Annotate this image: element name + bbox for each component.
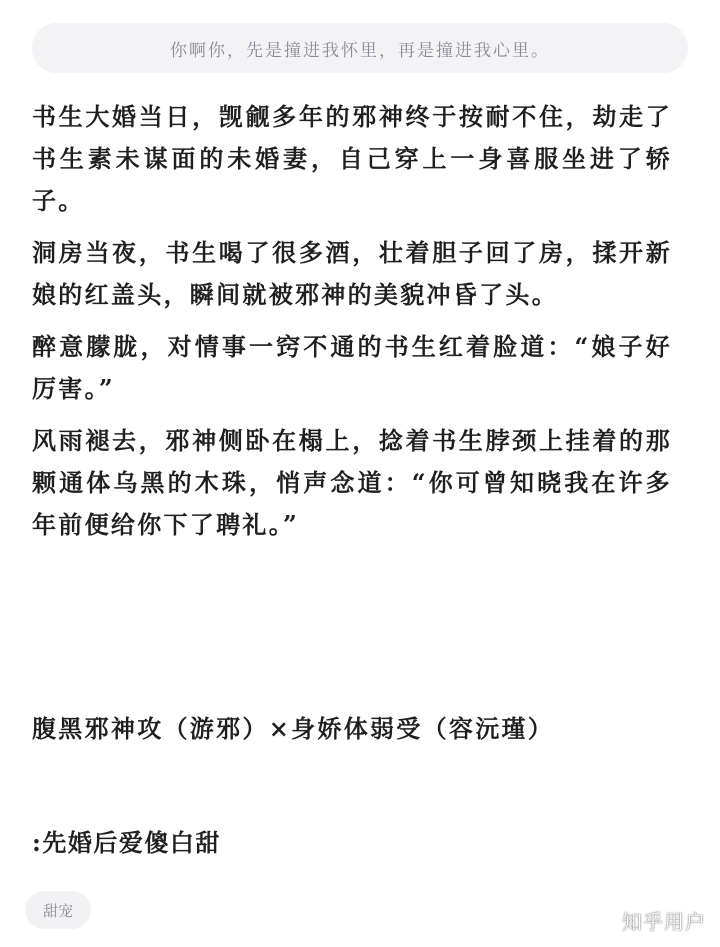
story-body [32,96,672,556]
story-paragraph-1: 书生大婚当日，觊觎多年的邪神终于按耐不住，劫走了书生素未谋面的未婚妻，自己穿上一身喜服坐进了轿子。 [32,102,672,215]
watermark: 知乎用户 [622,910,706,934]
quote-banner [32,23,688,73]
tag-chip[interactable] [25,891,91,929]
story-paragraph-2: 洞房当夜，书生喝了很多酒，壮着胆子回了房，揉开新娘的红盖头，瞬间就被邪神的美貌冲昏了头。 [32,238,672,309]
story-paragraph-3: 醉意朦胧，对情事一窍不通的书生红着脸道：“娘子好厉害。” [32,332,672,403]
story-paragraph-4: 风雨褪去，邪神侧卧在榻上，捻着书生脖颈上挂着的那颗通体乌黑的木珠，悄声念道：“你可曾知晓我在许多年前便给你下了聘礼。” [32,426,672,539]
pairing-line: 腹黑邪神攻（游邪）×身娇体弱受（容沅瑾） [32,714,555,743]
genre-line: :先婚后爱傻白甜 [32,828,221,857]
tag-label: 甜宠 [43,901,74,920]
quote-text: 你啊你，先是撞进我怀里，再是撞进我心里。 [170,40,550,61]
